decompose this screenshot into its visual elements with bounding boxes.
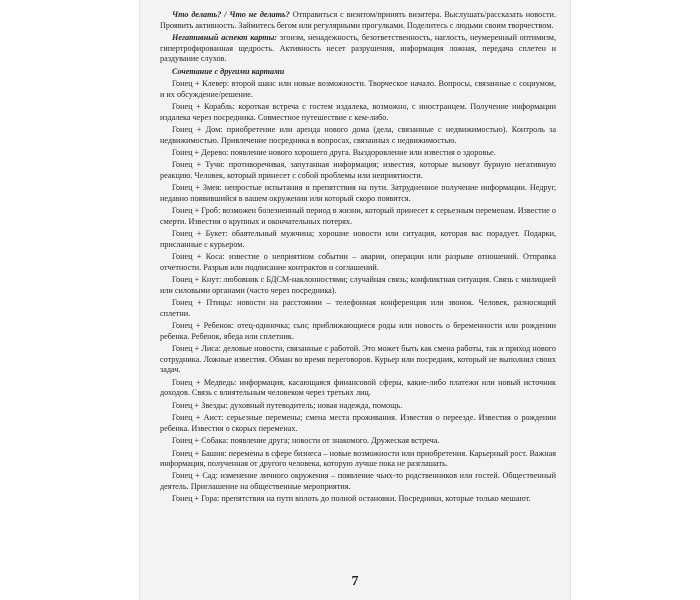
combo-paragraph: Гонец + Коса: известие о неприятном событии – аварии, операции или разрыве отношений. Отправка отчетности. Разрыв или подписание контрактов и соглашений. [160, 252, 556, 272]
combo-paragraph: Гонец + Сад: изменение личного окружения – появление чьих-то родственников или гостей. Общественный деятель. Приглашение на общественные мероприятия. [160, 471, 556, 492]
negative-aspect-text: эгоизм, ненадежность, безответственность, наглость, неумеренный оптимизм, гипертрофированная щедрость. Активность несет разрушения, информация ложная, передача сплетен и раздувание слухов. [160, 32, 556, 64]
page-number: 7 [351, 574, 359, 589]
combo-paragraph: Гонец + Лиса: деловые новости, связанные с работой. Это может быть как смена работы, так и приход нового сотрудника. Ложные известия. Обман во время переговоров. Курьер или посредник, который не выполнил своих задач. [160, 344, 556, 375]
negative-aspect-paragraph [160, 33, 556, 65]
combo-paragraph: Гонец + Аист: серьезные перемены; смена места проживания. Известия о переезде. Известия о рождении ребенка. Известия о скорых переменах. [160, 413, 556, 433]
combo-paragraph: Гонец + Гора: препятствия на пути вплоть до полной остановки. Посредники, которые только мешают. [172, 494, 531, 504]
combo-paragraph: Гонец + Букет: обаятельный мужчина; хорошие новости или ситуация, которая вас порадует. Подарки, присланные с курьером. [160, 229, 556, 249]
combo-paragraph: Гонец + Клевер: второй шанс или новые возможности. Творческое начало. Вопросы, связанные с социумом, и их обсуждение/решение. [160, 78, 556, 99]
combo-paragraph: Гонец + Гроб: возможен болезненный период в жизни, который принесет к серьезным переменам. Известие о смерти. Известия о крупных и окончательных потерях. [160, 206, 556, 226]
negative-aspect-label: Негативный аспект карты: [172, 32, 278, 42]
combo-paragraph: Гонец + Ребенок: отец-одиночка; сын; приближающиеся роды или новость о беременности или рождении ребенка. Ребенок, ябеда или сплетник. [160, 321, 556, 341]
book-page [140, 0, 570, 600]
what-to-do-text: Отправиться с визитом/принять визитера. Выслушать/рассказать новости. Проявить активность. Займитесь бегом или регулярными прогулками. Поделитесь с людьми своим творчеством. [160, 10, 556, 30]
combo-paragraph: Гонец + Дом: приобретение или аренда нового дома (дела, связанные с недвижимостью). Контроль за недвижимостью. Привлечение посредника в вопросах, связанных с недвижимостью. [160, 124, 556, 145]
combo-paragraph: Гонец + Птицы: новости на расстоянии – телефонная конференция или звонок. Человек, разносящий сплетни. [160, 298, 556, 318]
combo-paragraph: Гонец + Кнут: любовник с БДСМ-наклонностями; случайная связь; конфликтная ситуация. Связь с милицией или силовыми органами (часто через посредника). [160, 275, 556, 295]
combo-paragraph: Гонец + Медведь: информация, касающаяся финансовой сферы, какие-либо платежи или новый источник доходов. Связь с влиятельным человеком через третьих лиц. [160, 377, 556, 398]
combo-paragraph: Гонец + Дерево: появление нового хорошего друга. Выздоровление или известия о здоровье. [172, 147, 496, 157]
what-to-do-paragraph [160, 10, 556, 31]
combinations-heading: Сочетание с другими картами [172, 66, 285, 76]
what-to-do-label: Что делать? / Что не делать? [172, 10, 290, 19]
combo-paragraph: Гонец + Башня: перемены в сфере бизнеса – новые возможности или приобретения. Карьерный рост. Важная информация, полученная от другого человека, которую лучше пока не разглашать. [160, 448, 556, 469]
page-text [160, 10, 556, 507]
combo-paragraph: Гонец + Собака: появление друга; новости от знакомого. Дружеская встреча. [172, 436, 440, 446]
combo-paragraph: Гонец + Змея: непростые испытания и препятствия на пути. Затрудненное получение информации. Недруг, недавно появившийся в вашем окружении или который скоро появится. [160, 183, 556, 203]
combo-paragraph: Гонец + Звезды: духовный путеводитель; новая надежда, помощь. [172, 400, 403, 410]
combo-paragraph: Гонец + Тучи: противоречивая, запутанная информация; известия, которые вызовут бурную негативную реакцию. Человек, который принесет с собой проблемы или неприятности. [160, 160, 556, 180]
combo-paragraph: Гонец + Корабль: короткая встреча с гостем издалека, возможно, с иностранцем. Получение информации издалека через посредника. Совместное путешествие с кем-либо. [160, 101, 556, 122]
